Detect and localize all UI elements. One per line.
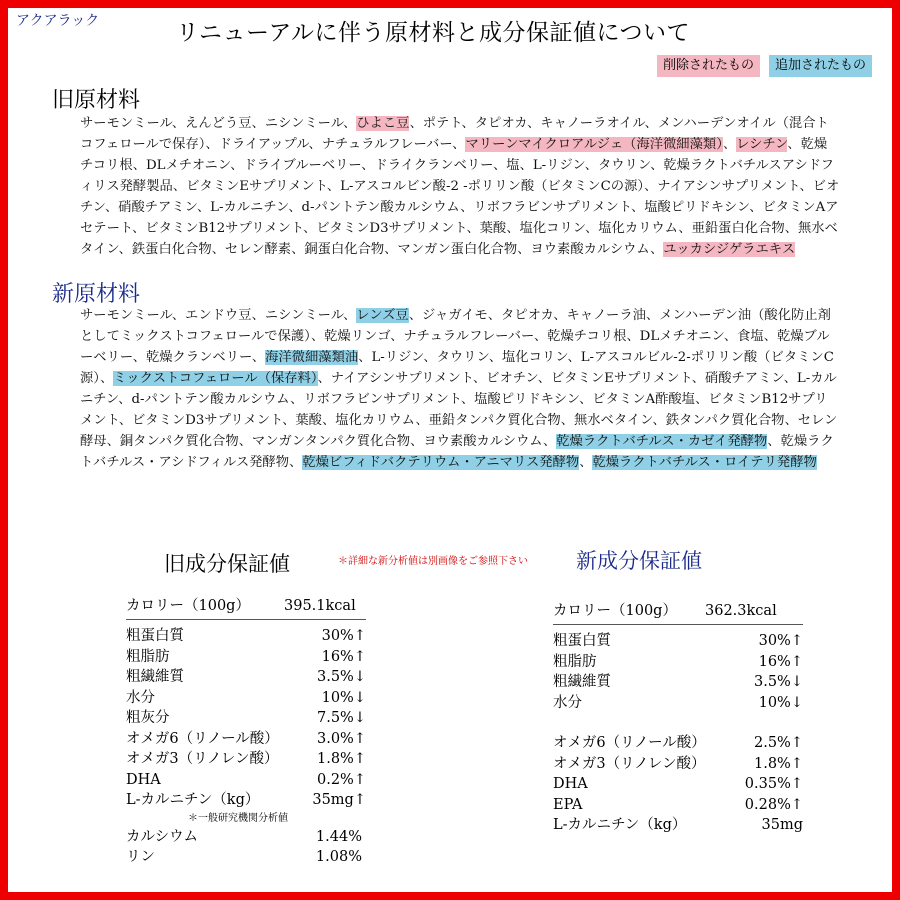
removed-ingredient: ひよこ豆: [356, 116, 410, 131]
nutrient-value: 0.35%↑: [744, 776, 803, 792]
nutrient-label: 粗蛋白質: [553, 633, 611, 649]
guarantee-row: [553, 815, 803, 836]
guarantee-row: [553, 774, 803, 795]
brand-label: アクアラック: [16, 13, 100, 29]
guarantee-row: [126, 847, 366, 868]
guarantee-row: [553, 631, 803, 652]
ingredient-text: 、乾燥チコリ根、DLメチオニン、ドライブルーベリー、ドライクランベリー、塩、L-リジン、タウリン、乾燥ラクトバチルスアシドフィリス発酵製品、ビタミンEサプリメント、L-アスコルビン酸-2 -ポリリン酸（ビタミンCの源）、ナイアシンサプリメント、ビオチン、硝酸チアミン、L-カルニチン、d-パントテン酸カルシウム、リボフラビンサプリメント、塩酸ピリドキシン、ビタミンAアセテート、ビタミンB12サプリメント、ビタミンD3サプリメント、葉酸、塩化コリン、塩化カリウム、亜鉛蛋白化合物、無水ベタイン、鉄蛋白化合物、セレン酵素、銅蛋白化合物、マンガン蛋白化合物、ヨウ素酸カルシウム、: [80, 137, 840, 257]
nutrient-label: オメガ6（リノール酸）: [553, 735, 706, 751]
row-gap: [553, 713, 803, 733]
nutrient-label: L-カルニチン（kg）: [126, 792, 260, 808]
old-guarantee-title: 旧成分保証値: [164, 552, 290, 576]
guarantee-row: [126, 708, 366, 729]
added-ingredient: 乾燥ビフィドバクテリウム・アニマリス発酵物: [302, 455, 580, 470]
guarantee-row: [126, 688, 366, 709]
nutrient-value: 10%↓: [321, 689, 366, 706]
ingredient-text: サーモンミール、えんどう豆、ニシンミール、: [80, 116, 357, 131]
nutrient-value: 0.28%↑: [744, 796, 803, 813]
calorie-row: [553, 598, 803, 625]
ingredient-text: 、: [579, 455, 593, 470]
nutrient-label: 水分: [553, 694, 582, 711]
nutrient-value: 7.5%↓: [317, 710, 366, 726]
ingredient-text: 、L-リジン、タウリン、塩化コリン、L-アスコルビル-2-ポリリン酸（ビタミンC源）、: [80, 350, 834, 386]
old-guarantee-table: [126, 593, 366, 868]
nutrient-value: 1.8%↑: [317, 751, 366, 767]
ingredient-text: 、ナイアシンサプリメント、ビオチン、ビタミンEサプリメント、硝酸チアミン、L-カルニチン、d-パントテン酸カルシウム、リボフラビンサプリメント、塩酸ピリドキシン、ビタミンA酢酸塩、ビタミンB12サプリメント、ビタミンD3サプリメント、葉酸、塩化カリウム、亜鉛タンパク質化合物、無水ベタイン、鉄タンパク質化合物、セレン酵母、銅タンパク質化合物、マンガンタンパク質化合物、ヨウ素酸カルシウム、: [80, 371, 838, 449]
old-ingredients-text: [80, 113, 840, 260]
removed-ingredient: マリーンマイクロアルジェ（海洋微細藻類）: [465, 137, 723, 152]
nutrient-label: 粗脂肪: [553, 653, 597, 670]
nutrient-value: 35mg↑: [312, 792, 366, 808]
page-title: リニューアルに伴う原材料と成分保証値について: [176, 20, 691, 46]
added-ingredient: レンズ豆: [356, 308, 409, 323]
nutrient-label: 水分: [126, 689, 155, 706]
ingredient-text: 、ポテト、タピオカ、キャノーラオイル、メンハーデンオイル（混合トコフェロールで保存）、ドライアップル、ナチュラルフレーバー、: [80, 116, 829, 152]
guarantee-row: [126, 667, 366, 688]
removed-ingredient: レシチン: [736, 137, 788, 152]
nutrient-value: 2.5%↑: [754, 735, 803, 751]
nutrient-value: 10%↓: [758, 694, 803, 711]
guarantee-row: [553, 754, 803, 775]
guarantee-row: [553, 795, 803, 816]
nutrient-value: 35mg: [761, 817, 803, 833]
nutrient-value: 0.2%↑: [317, 771, 366, 788]
nutrient-label: カルシウム: [126, 828, 198, 845]
nutrient-label: 粗繊維質: [553, 674, 611, 690]
legend-added: 追加されたもの: [769, 55, 872, 77]
nutrient-value: 16%↑: [321, 648, 366, 665]
calorie-row: [126, 593, 366, 620]
guarantee-row: [553, 693, 803, 714]
guarantee-row: [126, 770, 366, 791]
ingredient-text: 、乾燥ラクトバチルス・アシドフィルス発酵物、: [80, 434, 834, 470]
nutrient-value: 3.5%↓: [317, 669, 366, 685]
added-ingredient: ミックストコフェロール（保存料）: [113, 371, 318, 386]
mineral-rows: [126, 827, 366, 868]
nutrient-label: 粗蛋白質: [126, 628, 184, 644]
guarantee-row: [553, 733, 803, 754]
removed-ingredient: ユッカシジゲラエキス: [663, 242, 796, 257]
nutrient-label: 粗灰分: [126, 710, 170, 726]
added-ingredient: 乾燥ラクトバチルス・ロイテリ発酵物: [592, 455, 817, 470]
calorie-label: カロリー（100g）: [553, 603, 677, 619]
nutrient-value: 1.08%: [315, 849, 362, 865]
nutrient-label: DHA: [553, 776, 588, 792]
old-guarantee-rows: [126, 626, 366, 811]
nutrient-value: 30%↑: [321, 628, 366, 644]
new-guarantee-rows-a: [553, 631, 803, 713]
old-ingredients-heading: 旧原材料: [52, 88, 141, 113]
new-guarantee-table: [553, 598, 803, 836]
nutrient-value: 30%↑: [758, 633, 803, 649]
guarantee-row: [126, 647, 366, 668]
ingredient-text: 、ジャガイモ、タピオカ、キャノーラ油、メンハーデン油（酸化防止剤としてミックストコフェロールで保護）、乾燥リンゴ、ナチュラルフレーバー、乾燥チコリ根、DLメチオニン、食塩、乾燥ブルーベリー、乾燥クランベリー、: [80, 308, 831, 365]
nutrient-label: オメガ6（リノール酸）: [126, 730, 279, 747]
nutrient-label: 粗脂肪: [126, 648, 170, 665]
detail-note: ＊詳細な新分析値は別画像をご参照下さい: [338, 556, 528, 567]
added-ingredient: 海洋微細藻類油: [265, 350, 359, 365]
nutrient-value: 3.5%↓: [754, 674, 803, 690]
guarantee-row: [553, 652, 803, 673]
nutrient-label: DHA: [126, 771, 161, 788]
nutrient-label: オメガ3（リノレン酸）: [553, 755, 706, 772]
nutrient-value: 16%↑: [758, 653, 803, 670]
nutrient-label: オメガ3（リノレン酸）: [126, 751, 279, 767]
nutrient-label: 粗繊維質: [126, 669, 184, 685]
calorie-label: カロリー（100g）: [126, 598, 250, 614]
analysis-note: ＊一般研究機関分析値: [188, 812, 288, 824]
new-ingredients-heading: 新原材料: [52, 282, 141, 307]
guarantee-row: [126, 729, 366, 750]
calorie-value: 362.3kcal: [705, 603, 777, 619]
nutrient-label: L-カルニチン（kg）: [553, 817, 687, 833]
ingredient-text: サーモンミール、エンドウ豆、ニシンミール、: [80, 308, 357, 323]
nutrient-label: リン: [126, 849, 155, 865]
new-ingredients-text: [80, 305, 840, 473]
new-guarantee-title: 新成分保証値: [576, 549, 702, 573]
ingredient-text: 、: [722, 137, 737, 152]
legend-removed: 削除されたもの: [657, 55, 760, 77]
nutrient-value: 3.0%↑: [317, 730, 366, 747]
guarantee-row: [126, 749, 366, 770]
guarantee-row: [126, 790, 366, 811]
guarantee-row: [126, 827, 366, 848]
guarantee-row: [553, 672, 803, 693]
calorie-value: 395.1kcal: [284, 598, 356, 614]
nutrient-value: 1.44%: [315, 828, 362, 845]
guarantee-row: [126, 626, 366, 647]
nutrient-value: 1.8%↑: [754, 755, 803, 772]
new-guarantee-rows-b: [553, 733, 803, 836]
nutrient-label: EPA: [553, 796, 583, 813]
added-ingredient: 乾燥ラクトバチルス・カゼイ発酵物: [556, 434, 768, 449]
